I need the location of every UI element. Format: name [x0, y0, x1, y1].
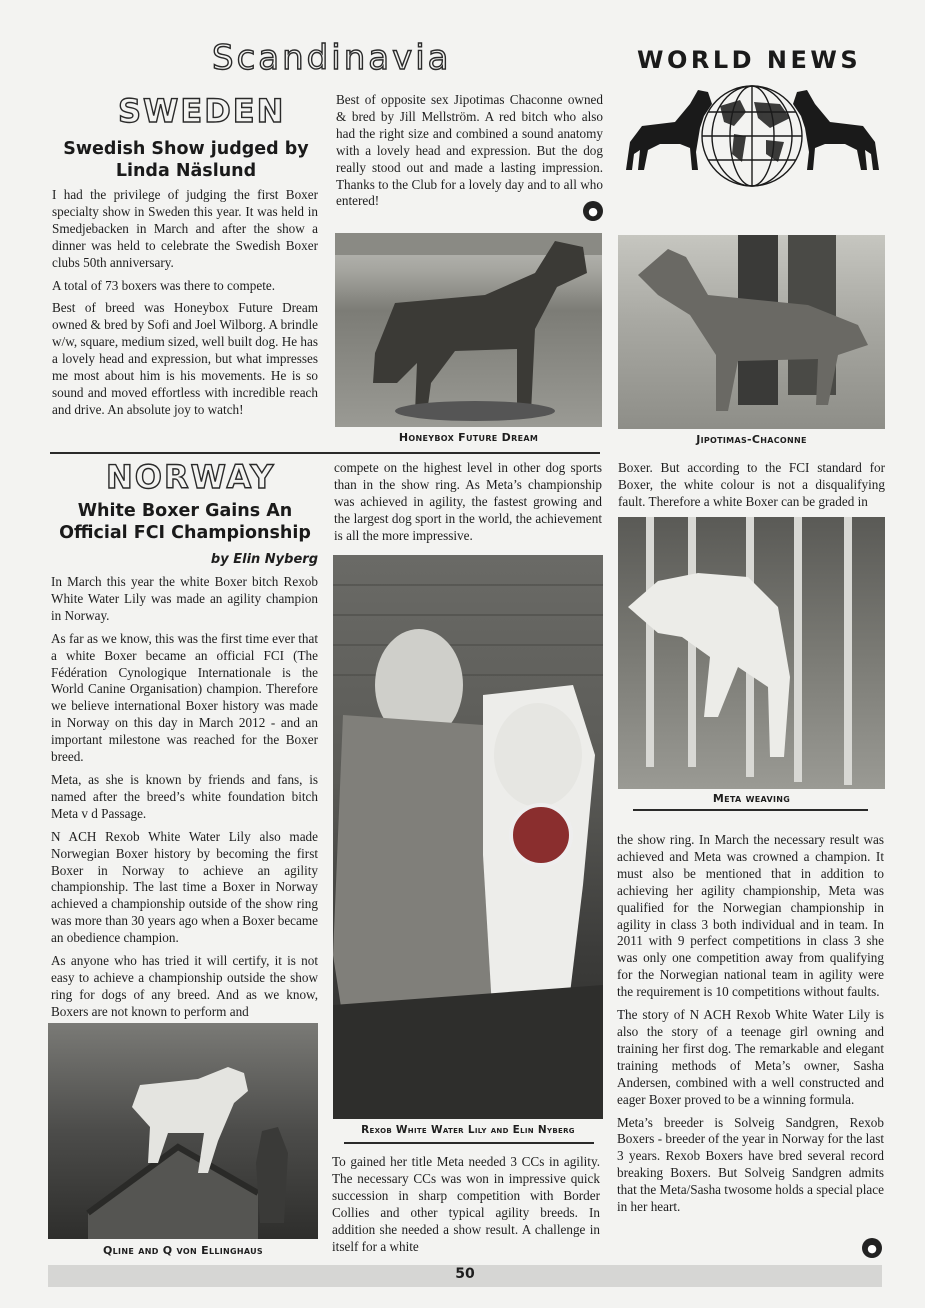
- norway-paragraph: Meta’s breeder is Solveig Sandgren, Rexob Boxers - breeder of the year in Norway for the last 3 years. Rexob Boxers have bred several record breaking Boxers. But Solveig Sandgren admits that the Meta/Sasha twosome holds a special place in her heart.: [617, 1114, 884, 1215]
- world-news-title: WORLD NEWS: [637, 46, 862, 74]
- sweden-paragraph: Best of opposite sex Jipotimas Chaconne owned & bred by Jill Mellström. A red bitch who also had the right size and combined a sound anatomy with a lovely head and expression. But the dog really stood out and made a lasting impression. Thanks to the Club for a lovely day and to all who entered!: [336, 92, 603, 209]
- norway-article-col2-bottom: [332, 1154, 600, 1261]
- section-divider: [50, 452, 600, 454]
- norway-paragraph: the show ring. In March the necessary result was achieved and Meta was crowned a champion. It must also be mentioned that in addition to achieving her agility championship, Meta was qualified for the Norwegian championship in agility in class 3 both individual and in team. In 2011 with 9 perfect competitions in class 3 she was only one competition away from qualifying for the Norwegian national team in agility were the requirement is 10 competitions without faults.: [617, 832, 884, 1000]
- dog-silhouette-icon: [618, 235, 885, 429]
- photo-meta-weaving: [618, 517, 885, 789]
- sweden-heading: SWEDEN: [118, 92, 286, 130]
- norway-paragraph: compete on the highest level in other dog sports than in the show ring. As Meta’s championship was achieved in agility, the fastest growing and the largest dog sport in the world, the achievement is all the more impressive.: [334, 460, 602, 543]
- caption-qline: Qline and Q von Ellinghaus: [103, 1244, 263, 1257]
- norway-article-col3-top: [618, 460, 885, 517]
- norway-article-col2-top: [334, 460, 602, 551]
- region-title: Scandinavia: [212, 38, 452, 78]
- norway-paragraph: In March this year the white Boxer bitch Rexob White Water Lily was made an agility champion in Norway.: [51, 574, 318, 623]
- sweden-headline: Swedish Show judged by Linda Näslund: [63, 139, 309, 181]
- norway-byline: by Elin Nyberg: [210, 552, 318, 567]
- norway-paragraph: To gained her title Meta needed 3 CCs in agility. The necessary CCs was won in impressive quick succession in sharp competition with Border Collies and other typical agility breeds. In addition she needed a show result. A challenge in itself for a white: [332, 1154, 600, 1254]
- photo-honeybox-future-dream: [335, 233, 602, 427]
- world-news-logo: [620, 82, 885, 194]
- paw-end-icon: ●: [583, 201, 603, 221]
- caption-rexob: Rexob White Water Lily and Elin Nyberg: [361, 1124, 575, 1136]
- dog-silhouette-icon: [335, 233, 602, 427]
- norway-paragraph: The story of N ACH Rexob White Water Lily is also the story of a teenage girl owning and training her first dog. The remarkable and elegant training methods of Meta’s owner, Sasha Andersen, combined with a well constructed and eager Boxer proved to be a winning formula.: [617, 1007, 884, 1107]
- norway-headline: White Boxer Gains An Official FCI Championship: [59, 501, 311, 543]
- caption-jipotimas: Jipotimas-Chaconne: [696, 433, 807, 446]
- sweden-article-col1: [52, 187, 318, 425]
- caption-rule: [633, 809, 868, 811]
- photo-jipotimas-chaconne: [618, 235, 885, 429]
- norway-paragraph: Meta, as she is known by friends and fans, is named after the breed’s white foundation bitch Meta v d Passage.: [51, 771, 318, 821]
- norway-paragraph: As anyone who has tried it will certify, it is not easy to achieve a championship outside the show ring for dogs of any breed. And as we know, Boxers are not known to perform and: [51, 953, 318, 1019]
- weave-poles-icon: [618, 517, 885, 789]
- caption-honeybox: Honeybox Future Dream: [398, 431, 539, 444]
- sweden-paragraph: A total of 73 boxers was there to compete.: [52, 277, 276, 293]
- page-number: 50: [455, 1266, 475, 1282]
- norway-paragraph: As far as we know, this was the first time ever that a white Boxer became an official FCI (The Fédération Cynologique Internationale is the World Canine Organisation) champion. Therefore we believe international Boxer history was made in Norway on this day in March 2012 - and an important milestone was reached for the Boxer breed.: [51, 630, 318, 765]
- norway-article-col1: [51, 574, 318, 1027]
- photo-rexob-white-water-lily: [333, 555, 603, 1119]
- norway-article-col3-bottom: [617, 832, 884, 1222]
- caption-rule: [344, 1142, 594, 1144]
- caption-meta-weaving: Meta weaving: [712, 792, 791, 805]
- sweden-paragraph: I had the privilege of judging the first Boxer specialty show in Sweden this year. It was held in Smedjebacken in March and after the show a dinner was held to celebrate the Swedish Boxer clubs 50th anniversary.: [52, 187, 318, 270]
- paw-end-icon: ●: [862, 1238, 882, 1258]
- agility-dog-icon: [48, 1023, 318, 1239]
- norway-heading: NORWAY: [106, 458, 276, 496]
- norway-paragraph: Boxer. But according to the FCI standard for Boxer, the white colour is not a disqualifying fault. Therefore a white Boxer can be graded in: [618, 460, 885, 509]
- sweden-article-col2: [336, 92, 603, 216]
- girl-and-dog-icon: [333, 555, 603, 1119]
- sweden-paragraph: Best of breed was Honeybox Future Dream owned & bred by Sofi and Joel Wilborg. A brindle w/w, square, medium sized, well built dog. He has a lovely head and expression, but what impresses me most about him is his movements. He is so sound and moved effortless with incredible reach and drive. An absolute joy to watch!: [52, 300, 318, 417]
- photo-qline-agility: [48, 1023, 318, 1239]
- norway-paragraph: N ACH Rexob White Water Lily also made Norwegian Boxer history by becoming the first Boxer in Norway to achieve an agility championship. The last time a Boxer in Norway achieved a championship outside of the show ring was more than 30 years ago when a Boxer became an obedience champion.: [51, 828, 318, 946]
